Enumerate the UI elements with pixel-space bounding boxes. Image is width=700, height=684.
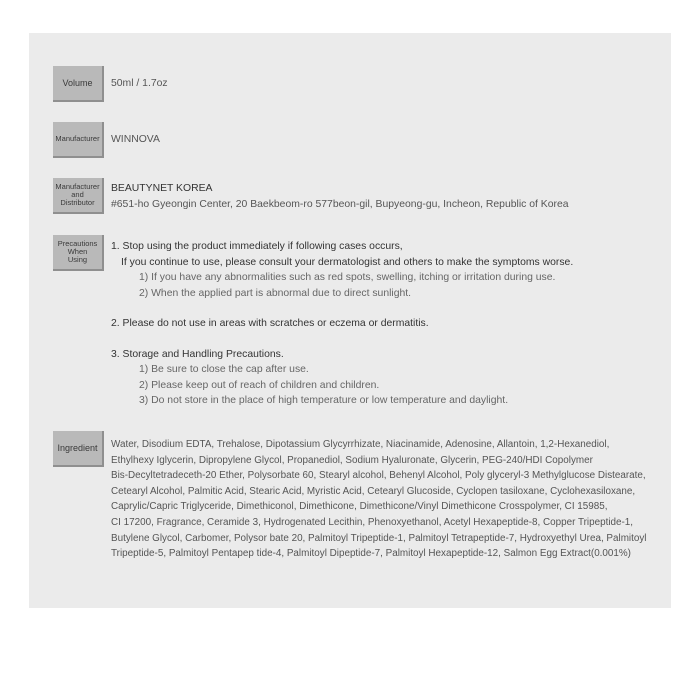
distributor-name: BEAUTYNET KOREA bbox=[111, 183, 213, 194]
precaution-item-1-subtitle: If you continue to use, please consult your dermatologist and others to make the symptoms worse. bbox=[121, 256, 574, 268]
ingredient-label: Ingredient bbox=[53, 431, 104, 467]
ingredient-line: Bis-Decyltetradeceth-20 Ether, Polysorbate 60, Stearyl alcohol, Behenyl Alcohol, Poly glyceryl-3 Methylglucose Distearate, bbox=[111, 470, 646, 482]
precaution-item-3-title: 3. Storage and Handling Precautions. bbox=[111, 348, 284, 360]
ingredient-line: CI 17200, Fragrance, Ceramide 3, Hydrogenated Lecithin, Phenoxyethanol, Acetyl Hexapeptide-8, Copper Tripeptide-1, bbox=[111, 516, 634, 528]
distributor-label: Manufacturer and Distributor bbox=[53, 178, 104, 214]
precaution-point: 3) Do not store in the place of high temperature or low temperature and daylight. bbox=[139, 395, 509, 406]
ingredient-line: Water, Disodium EDTA, Trehalose, Dipotassium Glycyrrhizate, Niacinamide, Adenosine, Allantoin, 1,2-Hexanediol, bbox=[111, 439, 610, 450]
precaution-point: 1) Be sure to close the cap after use. bbox=[139, 364, 309, 375]
manufacturer-label: Manufacturer bbox=[53, 122, 104, 158]
ingredient-line: Butylene Glycol, Carbomer, Polysor bate 20, Palmitoyl Tripeptide-1, Palmitoyl Tetrapeptide-7, Hydroxyethyl Urea, Palmitoyl bbox=[111, 532, 647, 544]
manufacturer-value: WINNOVA bbox=[111, 134, 160, 145]
precaution-point: 1) If you have any abnormalities such as red spots, swelling, itching or irritation during use. bbox=[139, 272, 556, 283]
ingredient-list bbox=[111, 437, 656, 562]
precautions-label: Precautions When Using bbox=[53, 235, 104, 271]
precaution-item-1-title: 1. Stop using the product immediately if following cases occurs, bbox=[111, 241, 403, 252]
distributor-address: #651-ho Gyeongin Center, 20 Baekbeom-ro 577beon-gil, Bupyeong-gu, Incheon, Republic of Korea bbox=[111, 198, 569, 210]
precautions-text bbox=[111, 239, 573, 409]
precaution-item-2-title: 2. Please do not use in areas with scratches or eczema or dermatitis. bbox=[111, 318, 429, 329]
volume-value: 50ml / 1.7oz bbox=[111, 78, 168, 89]
ingredient-line: Cetearyl Alcohol, Palmitic Acid, Stearic Acid, Myristic Acid, Cetearyl Glucoside, Cyclopen tasiloxane, Cyclohexasiloxane, bbox=[111, 485, 636, 497]
volume-label: Volume bbox=[53, 66, 104, 102]
precaution-point: 2) Please keep out of reach of children and children. bbox=[139, 379, 380, 391]
product-info-panel bbox=[29, 33, 671, 608]
precaution-point: 2) When the applied part is abnormal due to direct sunlight. bbox=[139, 287, 412, 299]
distributor-info bbox=[111, 181, 569, 212]
ingredient-line: Ethylhexy Iglycerin, Dipropylene Glycol, Propanediol, Sodium Hyaluronate, Glycerin, PEG-240/HDI Copolymer bbox=[111, 454, 593, 466]
ingredient-line: Tripeptide-5, Palmitoyl Pentapep tide-4, Palmitoyl Dipeptide-7, Palmitoyl Hexapeptide-12, Salmon Egg Extract(0.001%) bbox=[111, 548, 631, 560]
ingredient-line: Caprylic/Capric Triglyceride, Dimethiconol, Dimethicone, Dimethicone/Vinyl Dimethicone Crosspolymer, CI 15985, bbox=[111, 501, 608, 513]
